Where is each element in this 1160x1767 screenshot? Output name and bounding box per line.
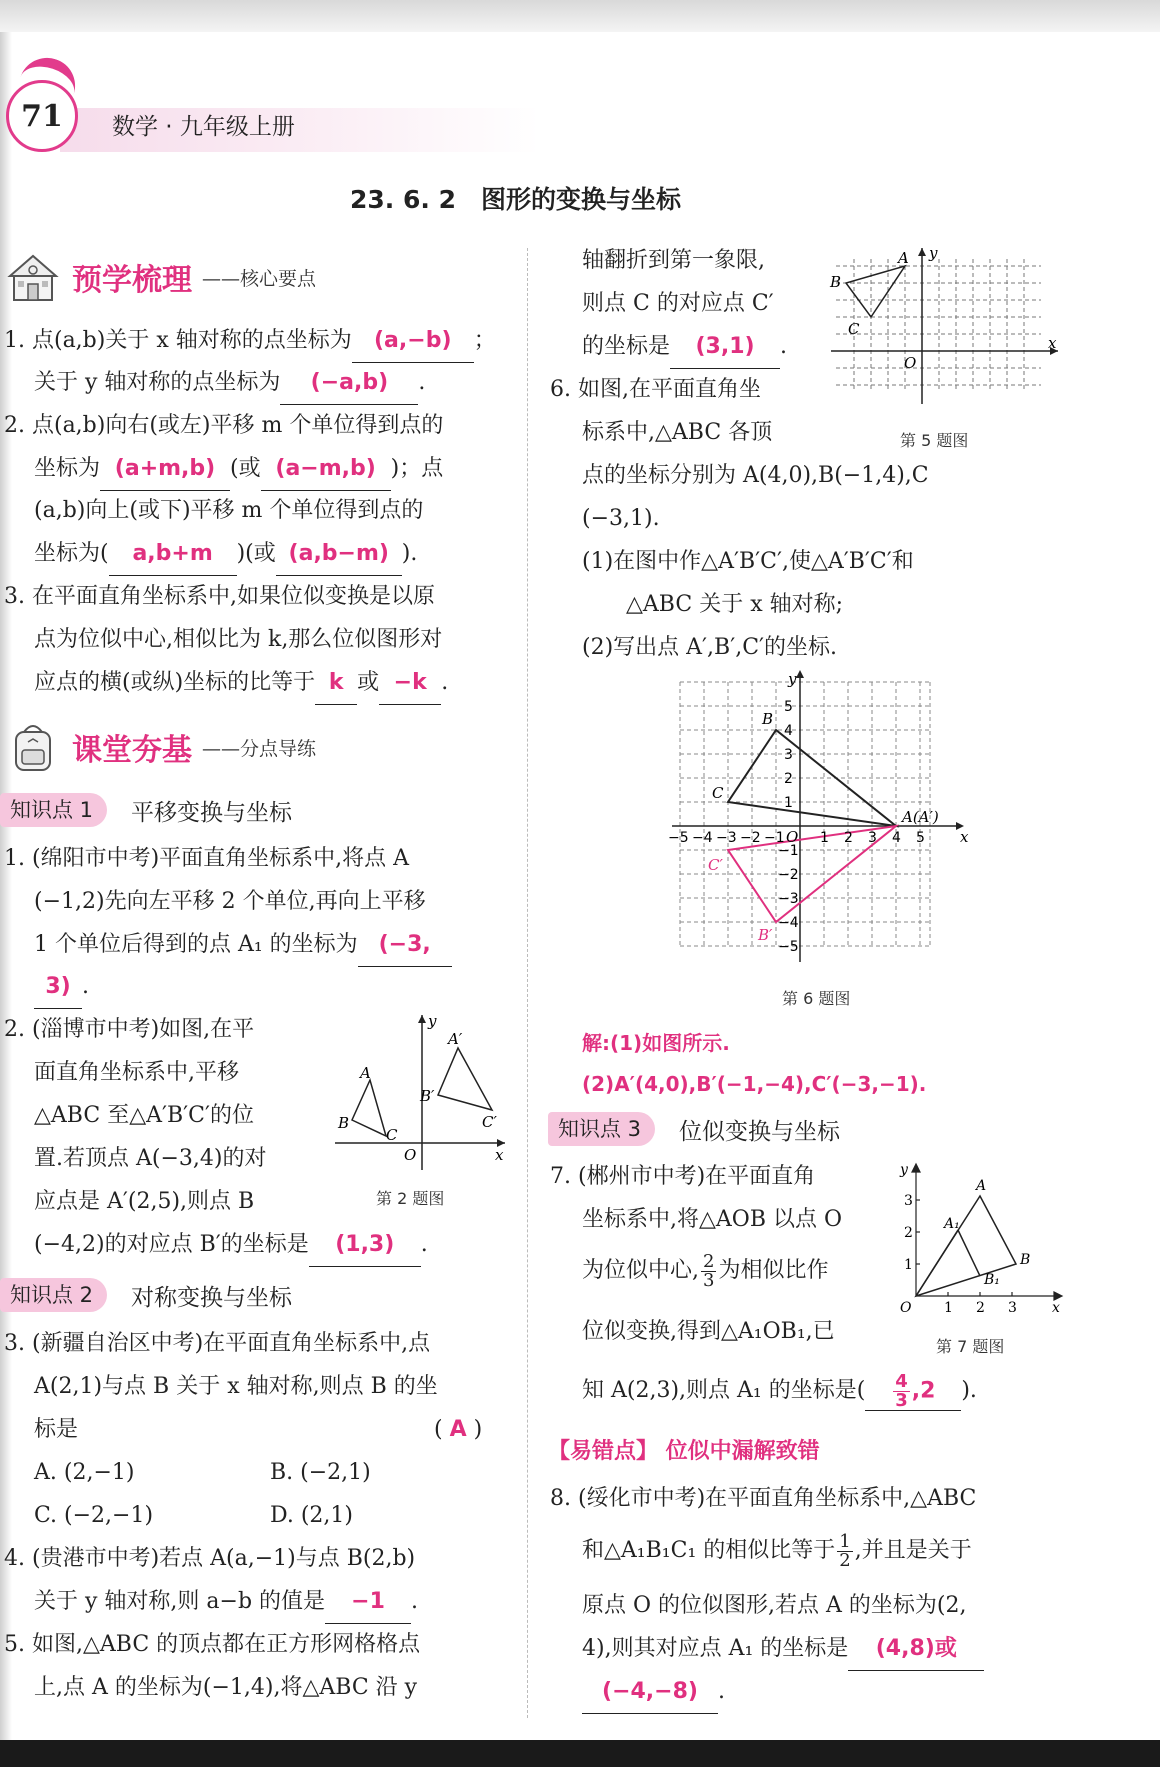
svg-text:A′: A′: [448, 1030, 463, 1048]
svg-text:B: B: [1020, 1252, 1031, 1268]
error-prone-heading: 【易错点】 位似中漏解致错: [548, 1439, 820, 1464]
svg-text:O: O: [904, 354, 917, 372]
answer: (4,8)或: [848, 1628, 984, 1671]
knowledge-point-1: [0, 793, 292, 827]
svg-text:y: y: [428, 1012, 437, 1030]
svg-text:1: 1: [944, 1300, 953, 1316]
q8-line5: (−4,−8) .: [582, 1671, 725, 1714]
q3-option-c: C. (−2,−1): [34, 1503, 154, 1528]
q5-line1: 5. 如图,△ABC 的顶点都在正方形网格格点: [4, 1632, 421, 1657]
svg-text:O: O: [900, 1300, 912, 1316]
svg-text:−3: −3: [778, 891, 799, 907]
svg-text:2: 2: [784, 771, 793, 787]
svg-text:B₁: B₁: [984, 1272, 1000, 1288]
q1-line3: 1 个单位后得到的点 A₁ 的坐标为 (−3,: [34, 924, 452, 967]
backpack-icon: [4, 718, 62, 776]
q6-solution-2: (2)A′(4,0),B′(−1,−4),C′(−3,−1).: [582, 1072, 927, 1096]
svg-text:x: x: [960, 828, 969, 846]
q2-line4: 置.若顶点 A(−3,4)的对: [34, 1146, 267, 1171]
fraction: $\frac{2}{3}$: [703, 1250, 715, 1291]
q5-line5: 的坐标是 (3,1) .: [582, 326, 787, 369]
svg-text:3: 3: [1008, 1300, 1017, 1316]
q5-line3: 轴翻折到第一象限,: [582, 248, 765, 273]
svg-text:−2: −2: [740, 830, 761, 846]
q6-solution-1: 解:(1)如图所示.: [582, 1031, 730, 1055]
q6-line2: 标系中,△ABC 各顶: [582, 420, 773, 445]
svg-text:−2: −2: [778, 867, 799, 883]
q8-line2: 和△A₁B₁C₁ 的相似比等于 $\frac{1}{2}$ ,并且是关于: [582, 1530, 972, 1571]
q6-line5: (1)在图中作△A′B′C′,使△A′B′C′和: [582, 549, 914, 574]
q3-option-b: B. (−2,1): [270, 1460, 371, 1485]
preview-heading: [4, 248, 316, 306]
q6-line3: 点的坐标分别为 A(4,0),B(−1,4),C: [582, 463, 929, 488]
q7-line1: 7. (郴州市中考)在平面直角: [550, 1164, 816, 1189]
q8-line3: 原点 O 的位似图形,若点 A 的坐标为(2,: [582, 1593, 967, 1618]
svg-text:−4: −4: [778, 915, 799, 931]
knowledge-point-3: [548, 1112, 840, 1146]
svg-text:1: 1: [820, 830, 829, 846]
q6-line6: △ABC 关于 x 轴对称;: [626, 592, 844, 617]
answer: (−4,−8): [582, 1671, 718, 1714]
q4-line2: 关于 y 轴对称,则 a−b 的值是 −1 .: [34, 1581, 418, 1624]
fig2-caption: 第 2 题图: [376, 1189, 445, 1208]
svg-text:A: A: [360, 1064, 371, 1082]
svg-text:1: 1: [904, 1257, 913, 1273]
book-title: 数学 · 九年级上册: [112, 114, 295, 140]
answer: (a,b−m): [276, 533, 402, 576]
q7-line4: 位似变换,得到△A₁OB₁,已: [582, 1319, 835, 1344]
classroom-title: 课堂夯基: [72, 733, 192, 768]
kp1-label: 知识点 1: [0, 793, 107, 827]
figure-7: [886, 1156, 1064, 1316]
svg-text:y: y: [900, 1162, 908, 1178]
preview-q3-line1: 3. 在平面直角坐标系中,如果位似变换是以原: [4, 584, 435, 609]
svg-text:A₁: A₁: [944, 1216, 960, 1232]
q8-line1: 8. (绥化市中考)在平面直角坐标系中,△ABC: [550, 1486, 977, 1511]
answer: −1: [325, 1581, 411, 1624]
svg-text:B′: B′: [420, 1087, 435, 1105]
q5-line2: 上,点 A 的坐标为(−1,4),将△ABC 沿 y: [34, 1675, 418, 1700]
q3-line2: A(2,1)与点 B 关于 x 轴对称,则点 B 的坐: [34, 1374, 438, 1399]
svg-text:O: O: [404, 1146, 417, 1164]
q1-line1: 1. (绵阳市中考)平面直角坐标系中,将点 A: [4, 846, 410, 871]
q3-line3: 标是 ( A ): [34, 1409, 514, 1451]
svg-text:3: 3: [868, 830, 877, 846]
answer: (a+m,b): [100, 448, 230, 491]
svg-text:B′: B′: [758, 926, 773, 944]
top-shadow: [0, 0, 1160, 32]
figure-5: [826, 244, 1064, 406]
preview-q2-line4: 坐标为( a,b+m )(或 (a,b−m) ).: [34, 533, 417, 576]
svg-text:B: B: [338, 1114, 350, 1132]
answer: $\frac{4}{3}$ ,2: [865, 1373, 961, 1411]
q7-line3: 为位似中心, $\frac{2}{3}$ 为相似比作: [582, 1250, 829, 1291]
q2-line3: △ABC 至△A′B′C′的位: [34, 1103, 255, 1128]
kp3-label: 知识点 3: [548, 1112, 655, 1146]
preview-subtitle: ——核心要点: [202, 267, 317, 290]
svg-text:1: 1: [784, 795, 793, 811]
q3-answer-bracket: ( A ): [434, 1417, 483, 1442]
answer: (−a,b): [280, 362, 418, 405]
figure-6: [662, 670, 972, 970]
q7-line5: 知 A(2,3),则点 A₁ 的坐标是( $\frac{4}{3}$ ,2 ).: [582, 1370, 977, 1411]
answer: (a,−b): [352, 320, 474, 363]
answer: k: [315, 662, 357, 705]
svg-text:B: B: [762, 710, 774, 728]
svg-text:O: O: [786, 828, 799, 846]
q5-line4: 则点 C 的对应点 C′: [582, 291, 774, 316]
svg-text:C′: C′: [708, 856, 723, 874]
answer: (1,3): [309, 1224, 421, 1267]
q7-line2: 坐标系中,将△AOB 以点 O: [582, 1207, 843, 1232]
section-title: 23. 6. 2 图形的变换与坐标: [350, 185, 681, 214]
svg-text:2: 2: [904, 1225, 913, 1241]
answer: a,b+m: [109, 533, 237, 576]
svg-text:x: x: [1052, 1300, 1060, 1316]
svg-text:3: 3: [784, 747, 793, 763]
q6-line7: (2)写出点 A′,B′,C′的坐标.: [582, 635, 838, 660]
svg-text:4: 4: [892, 830, 901, 846]
q2-line6: (−4,2)的对应点 B′的坐标是 (1,3) .: [34, 1224, 428, 1267]
svg-text:A: A: [976, 1178, 987, 1194]
figure-2: [330, 1010, 510, 1180]
svg-text:y: y: [788, 670, 797, 688]
svg-text:B: B: [830, 273, 842, 291]
answer: A: [449, 1417, 467, 1442]
svg-text:C: C: [848, 320, 860, 338]
answer: −k: [379, 662, 441, 705]
column-divider: [527, 248, 528, 1718]
svg-text:A(A′): A(A′): [902, 808, 939, 826]
svg-text:A: A: [898, 249, 909, 267]
svg-text:2: 2: [844, 830, 853, 846]
fraction: $\frac{1}{2}$: [839, 1530, 851, 1571]
svg-text:5: 5: [916, 830, 925, 846]
preview-q3-line3: 应点的横(或纵)坐标的比等于 k 或 −k .: [34, 662, 448, 705]
svg-text:−1: −1: [764, 830, 785, 846]
kp1-title: 平移变换与坐标: [131, 799, 293, 826]
q2-line2: 面直角坐标系中,平移: [34, 1060, 239, 1085]
svg-text:y: y: [929, 244, 938, 262]
q3-line1: 3. (新疆自治区中考)在平面直角坐标系中,点: [4, 1331, 431, 1356]
preview-title: 预学梳理: [72, 263, 192, 298]
svg-text:3: 3: [904, 1193, 913, 1209]
svg-text:4: 4: [784, 723, 793, 739]
preview-q2-line1: 2. 点(a,b)向右(或左)平移 m 个单位得到点的: [4, 413, 444, 438]
fig7-caption: 第 7 题图: [936, 1337, 1005, 1356]
q3-option-d: D. (2,1): [270, 1503, 353, 1528]
q1-line4: 3) .: [34, 966, 89, 1009]
svg-text:C: C: [712, 784, 724, 802]
q6-line4: (−3,1).: [582, 506, 660, 531]
bottom-bar: [0, 1740, 1160, 1767]
svg-text:x: x: [495, 1146, 504, 1164]
kp2-title: 对称变换与坐标: [131, 1284, 293, 1311]
knowledge-point-2: [0, 1278, 292, 1312]
svg-text:−3: −3: [716, 830, 737, 846]
q8-line4: 4),则其对应点 A₁ 的坐标是 (4,8)或: [582, 1628, 984, 1671]
kp2-label: 知识点 2: [0, 1278, 107, 1312]
q2-line1: 2. (淄博市中考)如图,在平: [4, 1017, 255, 1042]
answer: 3): [34, 966, 82, 1009]
fig5-caption: 第 5 题图: [900, 431, 969, 450]
q2-line5: 应点是 A′(2,5),则点 B: [34, 1189, 255, 1214]
svg-text:5: 5: [784, 699, 793, 715]
q6-line1: 6. 如图,在平面直角坐: [550, 377, 761, 402]
fig6-caption: 第 6 题图: [782, 989, 851, 1008]
q4-line1: 4. (贵港市中考)若点 A(a,−1)与点 B(2,b): [4, 1546, 416, 1571]
preview-q1-line2: 关于 y 轴对称的点坐标为 (−a,b) .: [34, 362, 425, 405]
classroom-subtitle: ——分点导练: [202, 737, 317, 760]
answer: (−3,: [358, 924, 452, 967]
kp3-title: 位似变换与坐标: [679, 1118, 841, 1145]
svg-text:−1: −1: [778, 843, 799, 859]
answer: (3,1): [670, 326, 780, 369]
svg-text:2: 2: [976, 1300, 985, 1316]
svg-text:−5: −5: [668, 830, 689, 846]
svg-text:−4: −4: [692, 830, 713, 846]
q1-line2: (−1,2)先向左平移 2 个单位,再向上平移: [34, 889, 426, 914]
classroom-heading: [4, 718, 316, 776]
preview-q2-line2: 坐标为 (a+m,b) (或 (a−m,b) )；点: [34, 448, 443, 491]
school-icon: [4, 248, 62, 306]
preview-q3-line2: 点为位似中心,相似比为 k,那么位似图形对: [34, 627, 443, 652]
preview-q2-line3: (a,b)向上(或下)平移 m 个单位得到点的: [34, 498, 424, 523]
svg-text:−5: −5: [778, 939, 799, 955]
q3-option-a: A. (2,−1): [34, 1460, 135, 1485]
svg-text:C′: C′: [482, 1113, 497, 1131]
preview-q1-line1: 1. 点(a,b)关于 x 轴对称的点坐标为 (a,−b) ；: [4, 320, 496, 363]
page-number: 71: [6, 80, 78, 152]
svg-text:C: C: [386, 1126, 398, 1144]
svg-text:x: x: [1048, 334, 1057, 352]
answer: (a−m,b): [261, 448, 391, 491]
